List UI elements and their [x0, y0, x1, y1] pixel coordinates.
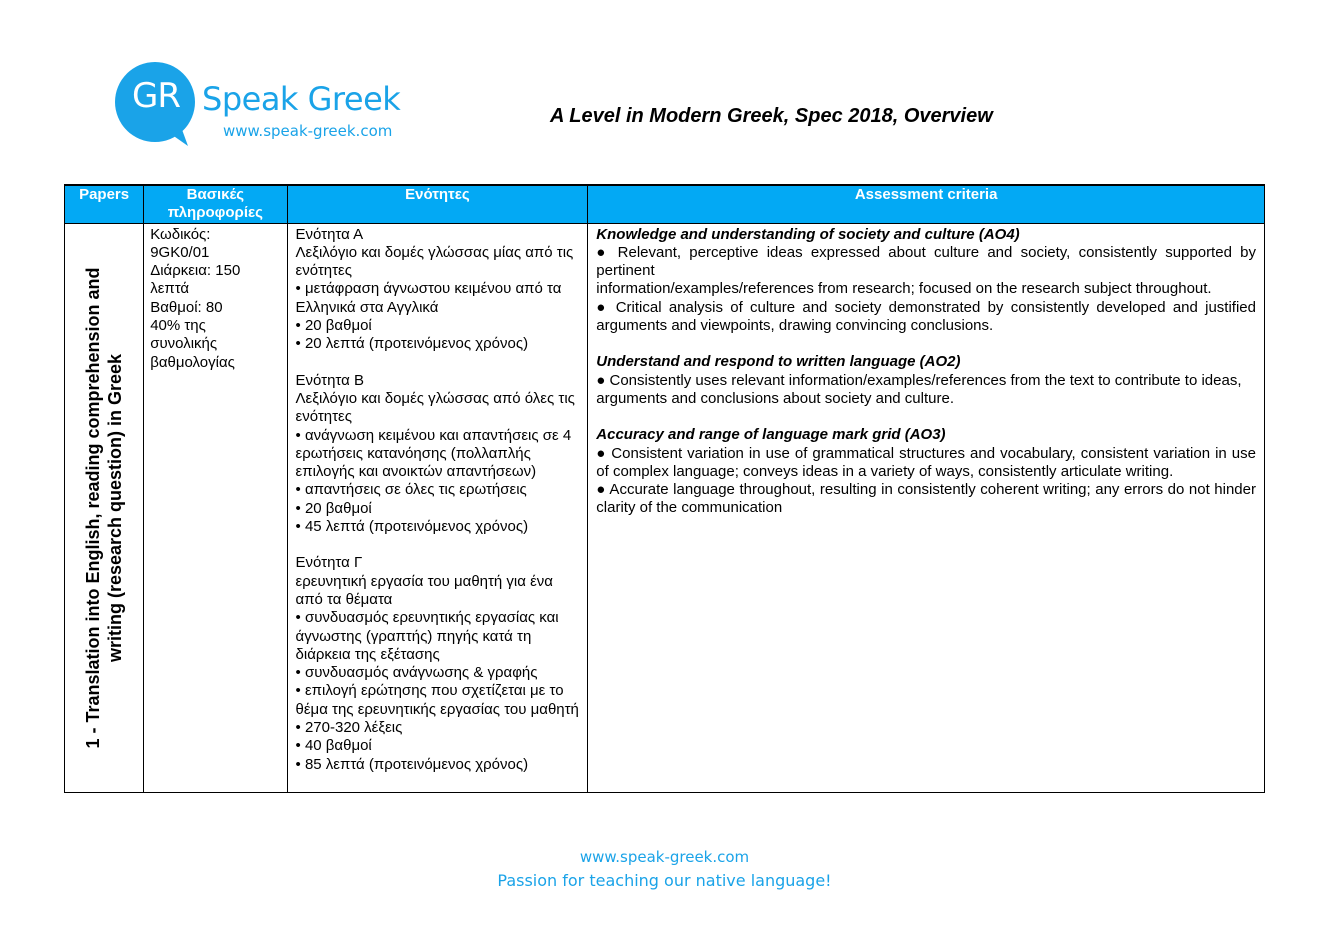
unit-line: • 20 βαθμοί	[295, 317, 372, 335]
criteria-ao4	[596, 226, 1256, 336]
logo-initials: GR	[132, 76, 180, 116]
unit-line: • 20 βαθμοί	[295, 499, 372, 517]
criteria-line: ● Accurate language throughout, resulting in consistently coherent writing; any errors do not hinder clarity of the communication	[596, 481, 1256, 517]
criteria-ao2	[596, 353, 1256, 408]
column-header-assessment-criteria: Assessment criteria	[588, 185, 1265, 223]
table-row	[65, 223, 1265, 792]
unit-line: • 270-320 λέξεις	[295, 719, 403, 737]
criteria-line: ● Critical analysis of culture and society demonstrated by consistently developed and justified arguments and viewpoints, drawing convincing conclusions.	[596, 298, 1256, 335]
unit-line: Λεξιλόγιο και δομές γλώσσας από όλες τις ενότητες	[295, 389, 575, 426]
unit-line: ερευνητική εργασία του μαθητή για ένα από τα θέματα	[295, 572, 553, 608]
criteria-heading: Knowledge and understanding of society and culture (AO4)	[596, 225, 1020, 243]
criteria-ao3	[596, 426, 1256, 517]
unit-line: • 20 λεπτά (προτεινόμενος χρόνος)	[295, 335, 529, 353]
paper-title: 1 - Translation into English, reading comprehension and writing (research question) in Greek	[83, 267, 126, 749]
basic-info-cell	[144, 223, 287, 792]
info-line: 40% της	[150, 317, 206, 335]
unit-title: Ενότητα Β	[295, 371, 364, 389]
unit-line: • μετάφραση άγνωστου κειμένου από τα Ελληνικά στα Αγγλικά	[295, 280, 562, 316]
unit-line: • 40 βαθμοί	[295, 737, 372, 755]
criteria-line: ● Consistent variation in use of grammatical structures and vocabulary, consistent variation in use of complex language; conveys ideas in a variety of ways, consistently articulate writing.	[596, 444, 1256, 480]
table-header-row	[65, 185, 1265, 223]
unit-line: • συνδυασμός ανάγνωσης & γραφής	[295, 664, 538, 682]
unit-line: • συνδυασμός ερευνητικής εργασίας και άγνωστης (γραπτής) πηγής κατά τη διάρκεια της εξέτασης	[295, 609, 559, 663]
info-line: λεπτά	[150, 280, 190, 298]
unit-line: • 85 λεπτά (προτεινόμενος χρόνος)	[295, 755, 529, 773]
unit-line: • 45 λεπτά (προτεινόμενος χρόνος)	[295, 518, 529, 536]
unit-c	[296, 554, 582, 774]
criteria-line: ● Relevant, perceptive ideas expressed about culture and society, consistently supported by pertinent	[596, 243, 1256, 280]
unit-line: Λεξιλόγιο και δομές γλώσσας μίας από τις ενότητες	[295, 243, 574, 280]
info-line: 9GK0/01	[150, 243, 210, 261]
document-title: A Level in Modern Greek, Spec 2018, Overview	[550, 105, 993, 127]
logo-url: www.speak-greek.com	[223, 122, 393, 140]
criteria-line: ● Consistently uses relevant information/examples/references from the text to contribute to ideas,	[596, 371, 1242, 389]
unit-title: Ενότητα Γ	[295, 554, 363, 572]
info-line: Κωδικός:	[150, 225, 211, 243]
unit-b	[296, 372, 582, 537]
unit-line: • επιλογή ερώτησης που σχετίζεται με το θέμα της ερευνητικής εργασίας του μαθητή	[295, 682, 579, 718]
criteria-heading: Accuracy and range of language mark grid (AO3)	[596, 426, 946, 444]
column-header-papers: Papers	[65, 185, 144, 223]
criteria-line: information/examples/references from research; focused on the research subject throughout.	[596, 280, 1212, 298]
assessment-criteria-cell	[588, 223, 1265, 792]
unit-line: • ανάγνωση κειμένου και απαντήσεις σε 4 ερωτήσεις κατανόησης (πολλαπλής επιλογής και ανοικτών απαντήσεων)	[295, 426, 572, 481]
footer-url: www.speak-greek.com	[579, 848, 750, 866]
column-header-units: Ενότητες	[287, 185, 588, 223]
info-line: Βαθμοί: 80	[150, 298, 223, 316]
logo-name: Speak Greek	[202, 80, 401, 118]
unit-line: • απαντήσεις σε όλες τις ερωτήσεις	[295, 481, 527, 499]
criteria-heading: Understand and respond to written language (AO2)	[596, 353, 961, 371]
column-header-basic-info: Βασικές πληροφορίες	[144, 185, 287, 223]
unit-a	[296, 226, 582, 354]
unit-title: Ενότητα Α	[295, 225, 364, 243]
footer-slogan: Passion for teaching our native language!	[497, 871, 832, 890]
units-cell	[287, 223, 588, 792]
paper-cell	[65, 223, 144, 792]
info-line: Διάρκεια: 150	[150, 262, 241, 280]
overview-table	[64, 184, 1265, 793]
speak-greek-logo	[110, 58, 430, 158]
info-line: βαθμολογίας	[150, 353, 235, 371]
info-line: συνολικής	[150, 335, 218, 353]
criteria-line: arguments and conclusions about society and culture.	[596, 389, 954, 407]
